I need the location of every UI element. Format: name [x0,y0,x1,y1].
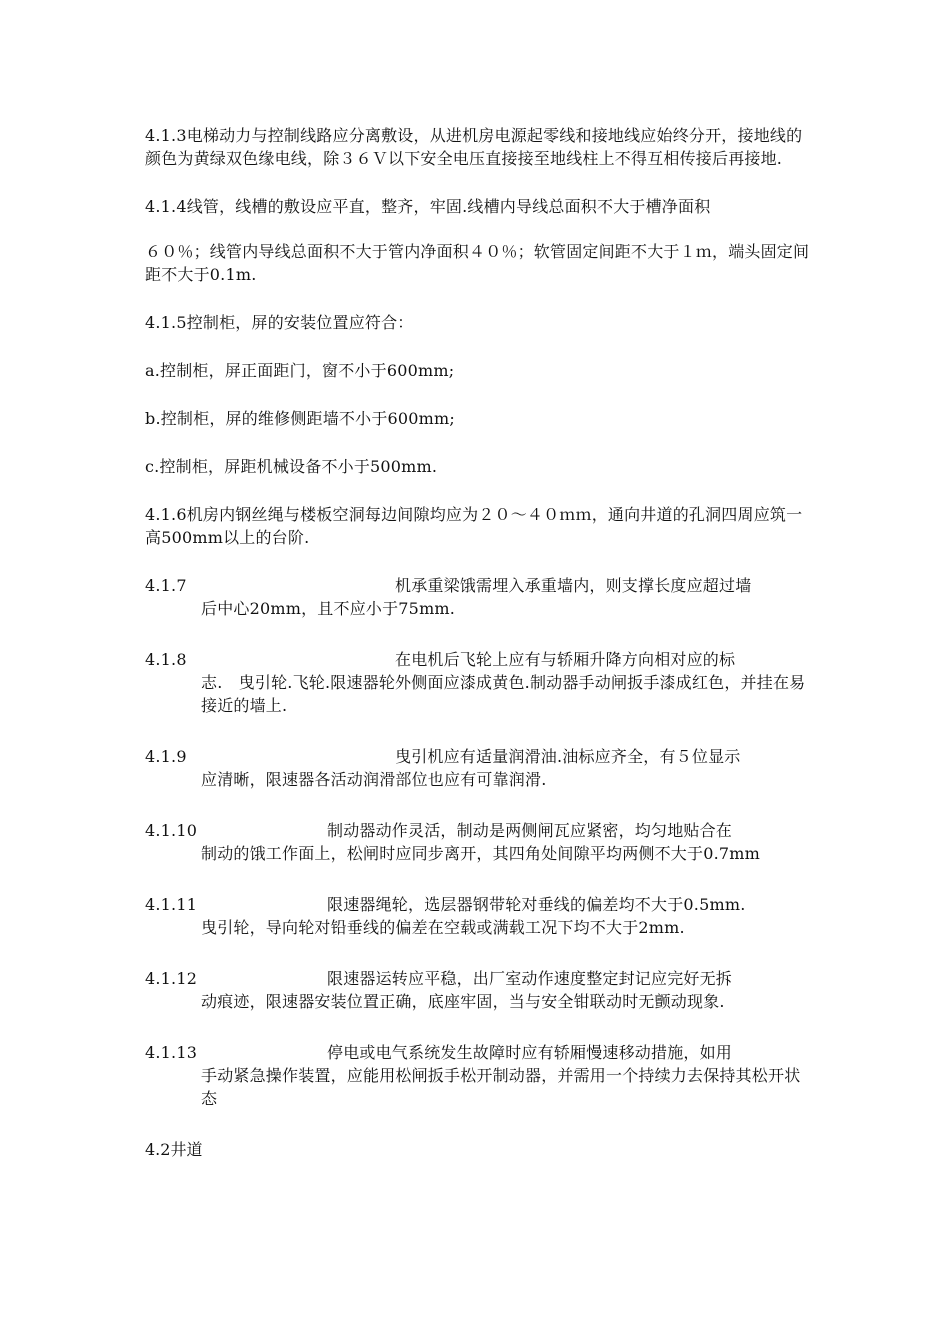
clause-text-first: 曳引机应有适量润滑油.油标应齐全，有５位显示 [395,747,741,766]
clause-4-1-10 [145,819,810,865]
paragraph-4-1-5: 4.1.5控制柜，屏的安装位置应符合： [145,313,414,332]
clause-number: 4.1.9 [145,747,187,766]
clause-number: 4.1.12 [145,969,198,988]
clause-number: 4.1.8 [145,650,187,669]
clause-number: 4.1.10 [145,821,198,840]
paragraph-4-1-4-cont: ６０％；线管内导线总面积不大于管内净面积４０％；软管固定间距不大于１ｍ，端头固定间距不大于0.1m. [145,242,810,284]
clause-4-1-13 [145,1041,810,1110]
clause-text-rest: 制动的饿工作面上，松闸时应同步离开，其四角处间隙平均两侧不大于0.7mm [201,844,760,863]
paragraph-4-1-6: 4.1.6机房内钢丝绳与楼板空洞每边间隙均应为２０～４０ｍｍ，通向井道的孔洞四周应筑一高500mm以上的台阶. [145,505,803,547]
clause-text-rest: 志. 曳引轮.飞轮.限速器轮外侧面应漆成黄色.制动器手动闸扳手漆成红色，并挂在易接近的墙上. [201,673,806,715]
paragraph-4-1-3: 4.1.3电梯动力与控制线路应分离敷设，从进机房电源起零线和接地线应始终分开，接地线的颜色为黄绿双色缘电线，除３６Ｖ以下安全电压直接接至地线柱上不得互相传接后再接地. [145,126,803,168]
clause-4-1-11 [145,893,810,939]
clause-4-1-9 [145,745,810,791]
list-item-b: b.控制柜，屏的维修侧距墙不小于600mm; [145,409,456,428]
clause-text-rest: 应清晰，限速器各活动润滑部位也应有可靠润滑. [201,770,547,789]
paragraph-4-1-4-line1: 4.1.4线管，线槽的敷设应平直，整齐，牢固.线槽内导线总面积不大于槽净面积 [145,197,711,216]
clause-text-first: 限速器运转应平稳，出厂室动作速度整定封记应完好无拆 [327,969,733,988]
list-item-c: c.控制柜，屏距机械设备不小于500mm. [145,457,438,476]
clause-text-first: 机承重梁饿需埋入承重墙内，则支撑长度应超过墙 [395,576,752,595]
clause-number: 4.1.7 [145,576,187,595]
section-heading-4-2: 4.2井道 [145,1140,203,1159]
clause-4-1-8 [145,648,810,717]
clause-number: 4.1.11 [145,895,198,914]
clause-4-1-12 [145,967,810,1013]
clause-text-rest: 后中心20mm，且不应小于75mm. [201,599,456,618]
clause-text-first: 制动器动作灵活，制动是两侧闸瓦应紧密，均匀地贴合在 [327,821,733,840]
clause-text-first: 在电机后飞轮上应有与轿厢升降方向相对应的标 [395,650,736,669]
clause-text-rest: 手动紧急操作装置，应能用松闸扳手松开制动器，并需用一个持续力去保持其松开状态 [201,1066,801,1108]
list-item-a: a.控制柜，屏正面距门，窗不小于600mm; [145,361,455,380]
clause-4-1-7 [145,574,810,620]
clause-number: 4.1.13 [145,1043,198,1062]
clause-text-first: 限速器绳轮，选层器钢带轮对垂线的偏差均不大于0.5mm. [327,895,746,914]
clause-text-rest: 动痕迹，限速器安装位置正确，底座牢固，当与安全钳联动时无颤动现象. [201,992,725,1011]
document-page [145,124,810,1161]
clause-text-first: 停电或电气系统发生故障时应有轿厢慢速移动措施，如用 [327,1043,733,1062]
clause-text-rest: 曳引轮，导向轮对铅垂线的偏差在空载或满载工况下均不大于2mm. [201,918,685,937]
